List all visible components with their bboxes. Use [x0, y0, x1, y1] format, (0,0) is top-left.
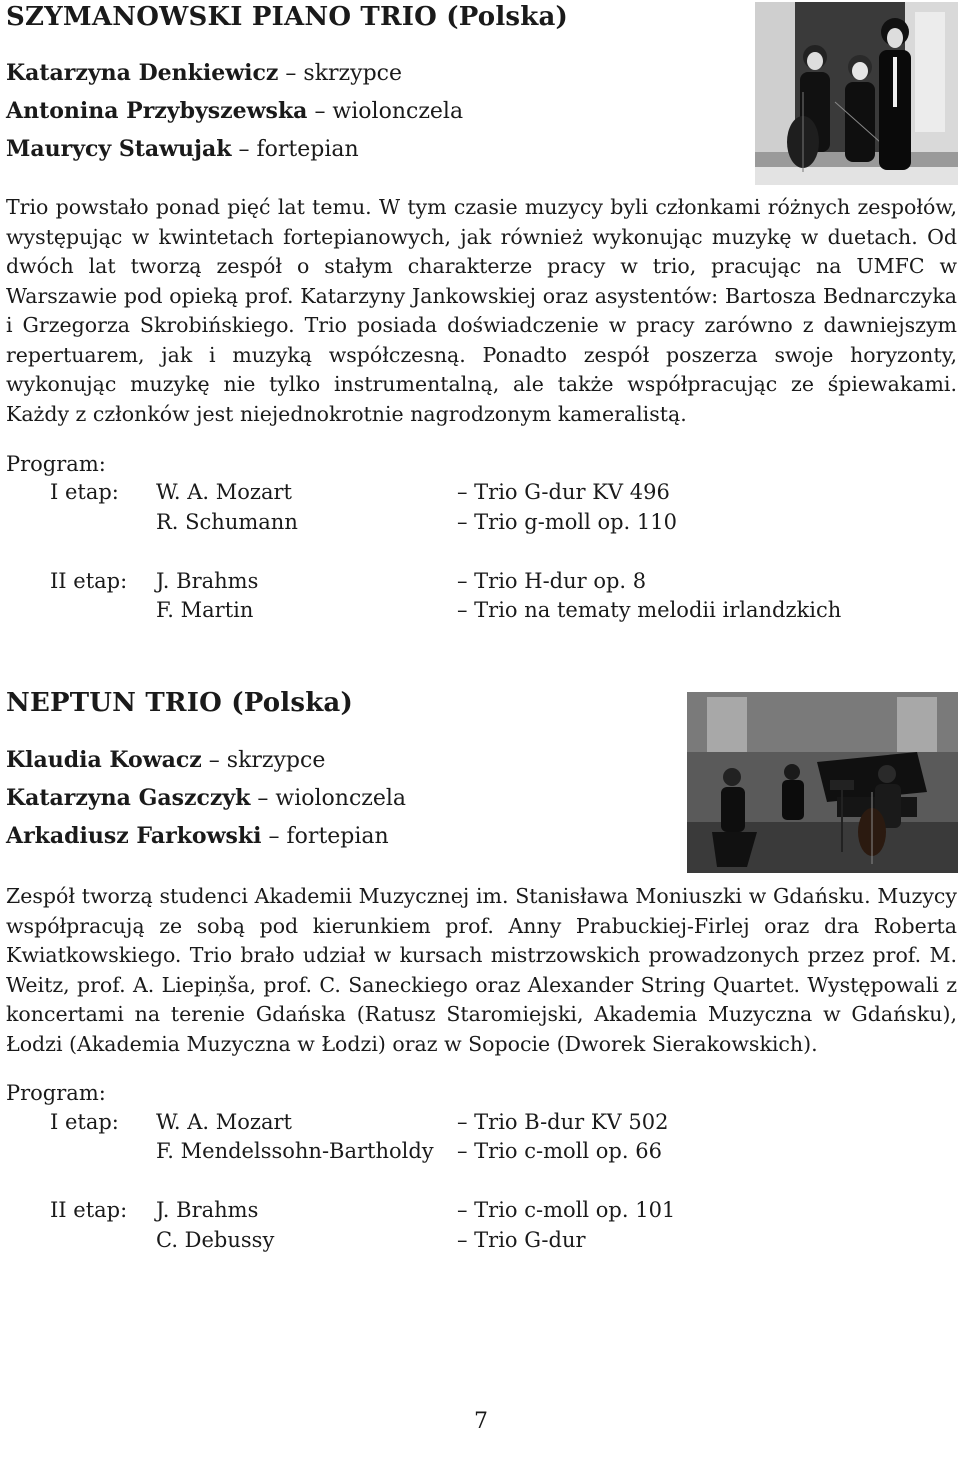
ensemble-photo — [755, 2, 958, 185]
program-work: – Trio g-moll op. 110 — [457, 510, 677, 534]
member-role: – wiolonczela — [314, 99, 464, 124]
program-work: – Trio c-moll op. 101 — [457, 1198, 676, 1222]
section1-description: Trio powstało ponad pięć lat temu. W tym czasie muzycy byli członkami różnych zespołów, występując w kwintetach fortepianowych, jak również wykonując muzykę w duetach. Od dwóch lat tworzą zespół o stałym charakterze pracy w trio, pracując na UMFC w Warszawie pod opieką prof. Katarzyny Jankowskiej oraz asystentów: Bartosza Bednarczyka i Grzegorza Skrobińskiego. Trio posiada doświadczenie w pracy zarówno z dawniejszym repertuarem, jak i muzyką współczesną. Ponadto zespół poszerza swoje horyzonty, wykonując muzykę nie tylko instrumentalną, ale także współpracując ze śpiewakami. Każdy z członków jest niejednokrotnie nagrodzonym kameralistą. — [6, 195, 957, 426]
member-name: Klaudia Kowacz — [6, 747, 202, 773]
section1-title: SZYMANOWSKI PIANO TRIO (Polska) — [6, 2, 569, 32]
program-composer: W. A. Mozart — [156, 1110, 292, 1134]
program-work: – Trio c-moll op. 66 — [457, 1139, 662, 1163]
member-row — [6, 60, 402, 86]
member-name: Katarzyna Denkiewicz — [6, 60, 279, 86]
member-name: Arkadiusz Farkowski — [6, 823, 262, 849]
ensemble-photo-illustration — [755, 2, 958, 185]
member-name: Katarzyna Gaszczyk — [6, 785, 251, 811]
program-composer: R. Schumann — [156, 510, 298, 534]
member-row — [6, 785, 406, 811]
ensemble-photo — [687, 692, 958, 873]
program-work: – Trio G-dur KV 496 — [457, 480, 670, 504]
program-composer: F. Martin — [156, 598, 254, 622]
member-role: – skrzypce — [208, 748, 326, 773]
section2-description: Zespół tworzą studenci Akademii Muzycznej im. Stanisława Moniuszki w Gdańsku. Muzycy współpracują ze sobą pod kierunkiem prof. Anny Prabuckiej-Firlej oraz dra Roberta Kwiatkowskiego. Trio brało udział w kursach mistrzowskich prowadzonych przez prof. M. Weitz, prof. A. Liepiņša, prof. C. Saneckiego oraz Alexander String Quartet. Występowali z koncertami na terenie Gdańska (Ratusz Staromiejski, Akademia Muzyczna w Gdańsku), Łodzi (Akademia Muzyczna w Łodzi) oraz w Sopocie (Dworek Sierakowskich). — [6, 884, 957, 1056]
member-row — [6, 747, 325, 773]
program-stage: II etap: — [50, 1198, 128, 1222]
program-work: – Trio G-dur — [457, 1228, 586, 1252]
program-composer: J. Brahms — [156, 1198, 259, 1222]
member-role: – fortepian — [268, 824, 389, 849]
section1-program-label: Program: — [6, 452, 106, 476]
program-composer: C. Debussy — [156, 1228, 275, 1252]
program-stage: I etap: — [50, 480, 119, 504]
program-stage: I etap: — [50, 1110, 119, 1134]
program-stage: II etap: — [50, 569, 128, 593]
ensemble-photo-illustration — [687, 692, 958, 873]
program-work: – Trio B-dur KV 502 — [457, 1110, 669, 1134]
member-role: – wiolonczela — [257, 786, 407, 811]
member-role: – fortepian — [238, 137, 359, 162]
program-work: – Trio H-dur op. 8 — [457, 569, 647, 593]
program-composer: F. Mendelssohn-Bartholdy — [156, 1139, 434, 1163]
member-row — [6, 136, 359, 162]
member-name: Antonina Przybyszewska — [6, 98, 308, 124]
member-role: – skrzypce — [285, 61, 402, 86]
member-name: Maurycy Stawujak — [6, 136, 232, 162]
section2-title: NEPTUN TRIO (Polska) — [6, 688, 353, 718]
page-number: 7 — [474, 1409, 488, 1434]
program-composer: W. A. Mozart — [156, 480, 292, 504]
section2-program-label: Program: — [6, 1081, 106, 1105]
member-row — [6, 823, 389, 849]
program-composer: J. Brahms — [156, 569, 259, 593]
program-work: – Trio na tematy melodii irlandzkich — [457, 598, 842, 622]
member-row — [6, 98, 463, 124]
